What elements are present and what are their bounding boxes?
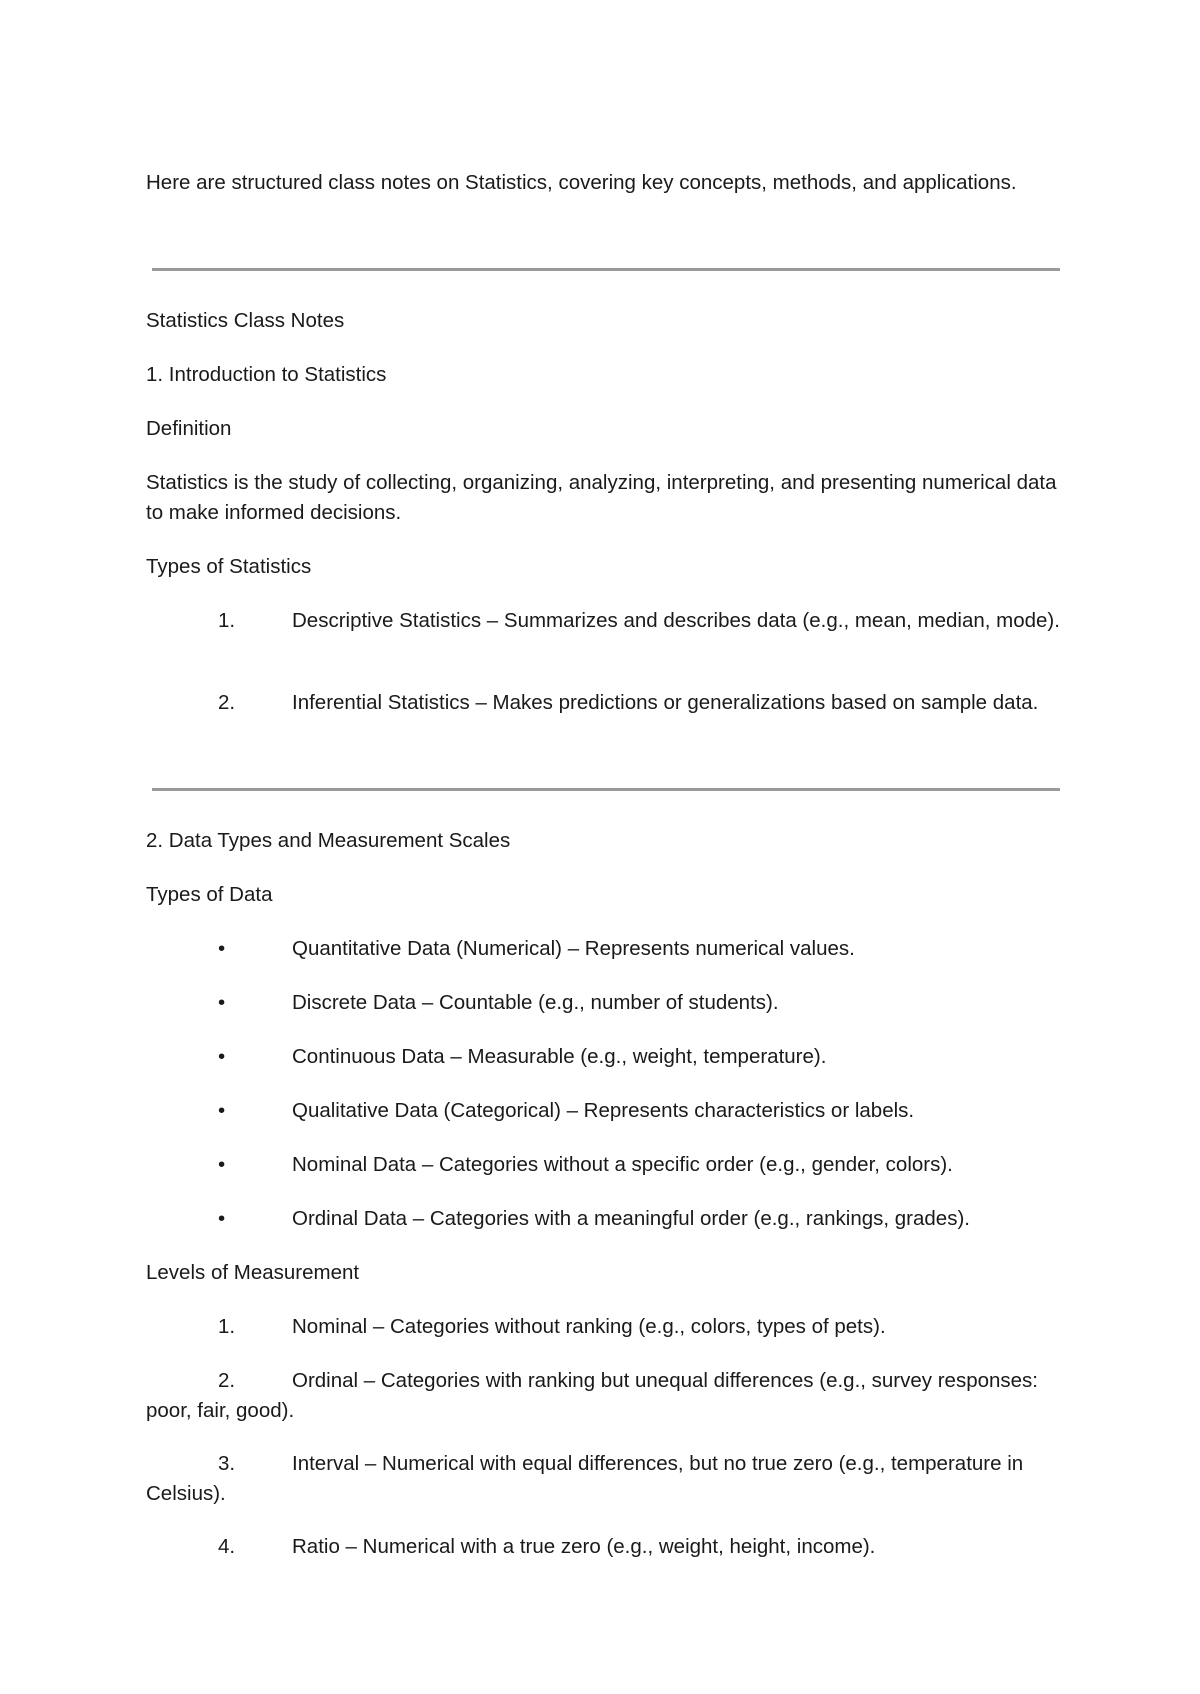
horizontal-rule [152, 788, 1060, 791]
list-item-text: Qualitative Data (Categorical) – Represents characteristics or labels. [292, 1099, 915, 1122]
section-2-heading: 2. Data Types and Measurement Scales [146, 829, 511, 852]
bullet-icon: • [218, 1207, 226, 1230]
section-1-heading: 1. Introduction to Statistics [146, 363, 387, 386]
bullet-icon: • [218, 937, 226, 960]
levels-of-measurement-heading: Levels of Measurement [146, 1261, 360, 1284]
list-marker: 1. [218, 1315, 236, 1338]
list-item-text: Nominal – Categories without ranking (e.g., colors, types of pets). [292, 1315, 886, 1338]
list-item-text: Inferential Statistics – Makes predictions or generalizations based on sample data. [292, 691, 1039, 714]
list-marker: 3. [218, 1452, 236, 1475]
list-item-text: Nominal Data – Categories without a specific order (e.g., gender, colors). [292, 1153, 953, 1176]
types-of-data-heading: Types of Data [146, 883, 273, 906]
types-of-statistics-heading: Types of Statistics [146, 555, 312, 578]
list-item-text: Discrete Data – Countable (e.g., number of students). [292, 991, 779, 1014]
list-marker: 2. [218, 1369, 236, 1392]
list-marker: 1. [218, 609, 236, 632]
list-item-text: Descriptive Statistics – Summarizes and describes data (e.g., mean, median, mode). [292, 609, 1060, 632]
list-item-text: Ordinal – Categories with ranking but unequal differences (e.g., survey responses: poor, fair, good). [146, 1369, 1039, 1422]
intro-paragraph: Here are structured class notes on Statistics, covering key concepts, methods, and applications. [146, 171, 1017, 194]
list-item-text: Quantitative Data (Numerical) – Represents numerical values. [292, 937, 855, 960]
list-marker: 2. [218, 691, 236, 714]
list-item-text: Ratio – Numerical with a true zero (e.g., weight, height, income). [292, 1535, 876, 1558]
list-marker: 4. [218, 1535, 236, 1558]
list-item-text: Ordinal Data – Categories with a meaningful order (e.g., rankings, grades). [292, 1207, 970, 1230]
bullet-icon: • [218, 1045, 226, 1068]
document-title: Statistics Class Notes [146, 309, 345, 332]
bullet-icon: • [218, 1099, 226, 1122]
definition-heading: Definition [146, 417, 232, 440]
list-item-text: Interval – Numerical with equal differences, but no true zero (e.g., temperature in Celsius). [146, 1452, 1024, 1505]
list-item-text: Continuous Data – Measurable (e.g., weight, temperature). [292, 1045, 827, 1068]
bullet-icon: • [218, 1153, 226, 1176]
bullet-icon: • [218, 991, 226, 1014]
horizontal-rule [152, 268, 1060, 271]
definition-text: Statistics is the study of collecting, organizing, analyzing, interpreting, and presenting numerical data to make informed decisions. [146, 471, 1057, 524]
